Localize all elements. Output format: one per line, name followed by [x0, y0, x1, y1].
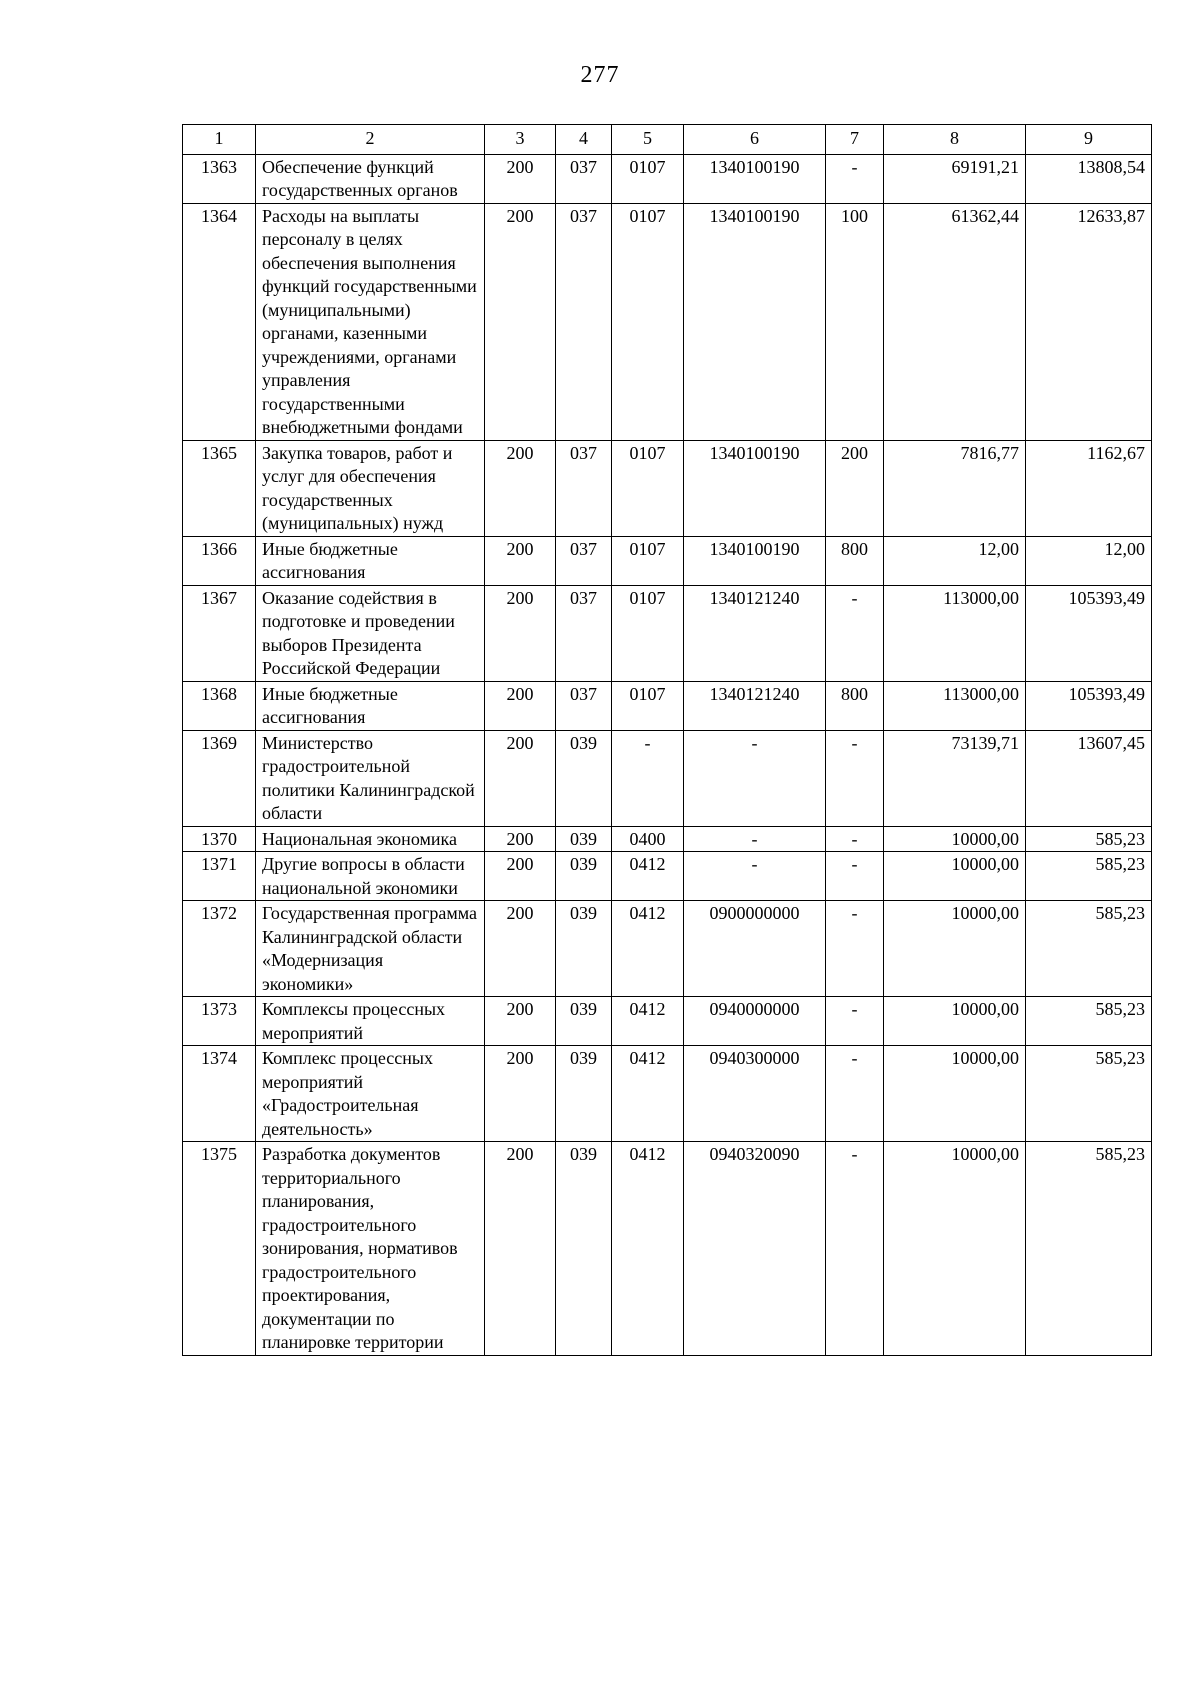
expense-type-cell: - [826, 585, 884, 681]
expense-type-cell: 100 [826, 203, 884, 440]
amount-cell: 1162,67 [1026, 440, 1152, 536]
expense-type-cell: 200 [826, 440, 884, 536]
section-code-cell: 0412 [612, 852, 684, 901]
amount-cell: 10000,00 [884, 852, 1026, 901]
code-cell: 039 [556, 826, 612, 852]
expense-type-cell: - [826, 730, 884, 826]
column-header: 3 [485, 125, 556, 155]
amount-cell: 585,23 [1026, 852, 1152, 901]
table-body [183, 154, 1152, 1355]
amount-cell: 73139,71 [884, 730, 1026, 826]
code-cell: 037 [556, 536, 612, 585]
column-header: 8 [884, 125, 1026, 155]
amount-cell: 585,23 [1026, 901, 1152, 997]
amount-cell: 10000,00 [884, 997, 1026, 1046]
budget-table [182, 124, 1152, 1356]
code-cell: 039 [556, 901, 612, 997]
table-row [183, 1142, 1152, 1356]
target-item-cell: 0940320090 [684, 1142, 826, 1356]
code-cell: 200 [485, 536, 556, 585]
code-cell: 200 [485, 1142, 556, 1356]
amount-cell: 69191,21 [884, 154, 1026, 203]
item-name-cell: Государственная программа Калининградской области «Модернизация экономики» [256, 901, 485, 997]
amount-cell: 10000,00 [884, 826, 1026, 852]
section-code-cell: 0412 [612, 997, 684, 1046]
expense-type-cell: - [826, 826, 884, 852]
section-code-cell: 0412 [612, 1142, 684, 1356]
target-item-cell: 1340121240 [684, 681, 826, 730]
code-cell: 037 [556, 203, 612, 440]
amount-cell: 113000,00 [884, 681, 1026, 730]
item-name-cell: Оказание содействия в подготовке и проведении выборов Президента Российской Федерации [256, 585, 485, 681]
table-row [183, 1046, 1152, 1142]
table-header-row [183, 125, 1152, 155]
expense-type-cell: - [826, 852, 884, 901]
code-cell: 037 [556, 681, 612, 730]
item-name-cell: Расходы на выплаты персоналу в целях обеспечения выполнения функций государственными (муниципальными) органами, казенными учреждениями, органами управления государственными внебюджетными фондами [256, 203, 485, 440]
row-number-cell: 1372 [183, 901, 256, 997]
column-header: 1 [183, 125, 256, 155]
section-code-cell: 0107 [612, 154, 684, 203]
code-cell: 200 [485, 997, 556, 1046]
section-code-cell: 0400 [612, 826, 684, 852]
amount-cell: 12,00 [1026, 536, 1152, 585]
code-cell: 039 [556, 852, 612, 901]
target-item-cell: 0940300000 [684, 1046, 826, 1142]
row-number-cell: 1364 [183, 203, 256, 440]
item-name-cell: Национальная экономика [256, 826, 485, 852]
target-item-cell: 0940000000 [684, 997, 826, 1046]
item-name-cell: Закупка товаров, работ и услуг для обеспечения государственных (муниципальных) нужд [256, 440, 485, 536]
code-cell: 200 [485, 585, 556, 681]
section-code-cell: - [612, 730, 684, 826]
row-number-cell: 1374 [183, 1046, 256, 1142]
table-row [183, 826, 1152, 852]
expense-type-cell: 800 [826, 681, 884, 730]
item-name-cell: Министерство градостроительной политики Калининградской области [256, 730, 485, 826]
table-row [183, 536, 1152, 585]
table-row [183, 852, 1152, 901]
row-number-cell: 1371 [183, 852, 256, 901]
code-cell: 039 [556, 1142, 612, 1356]
target-item-cell: 1340100190 [684, 536, 826, 585]
amount-cell: 61362,44 [884, 203, 1026, 440]
code-cell: 200 [485, 681, 556, 730]
column-header: 2 [256, 125, 485, 155]
amount-cell: 113000,00 [884, 585, 1026, 681]
amount-cell: 105393,49 [1026, 585, 1152, 681]
row-number-cell: 1366 [183, 536, 256, 585]
code-cell: 200 [485, 203, 556, 440]
code-cell: 200 [485, 440, 556, 536]
amount-cell: 10000,00 [884, 1046, 1026, 1142]
item-name-cell: Обеспечение функций государственных органов [256, 154, 485, 203]
code-cell: 200 [485, 1046, 556, 1142]
expense-type-cell: - [826, 901, 884, 997]
table-row [183, 585, 1152, 681]
column-header: 7 [826, 125, 884, 155]
section-code-cell: 0412 [612, 1046, 684, 1142]
page-number: 277 [580, 62, 620, 88]
row-number-cell: 1375 [183, 1142, 256, 1356]
target-item-cell: 1340100190 [684, 154, 826, 203]
section-code-cell: 0107 [612, 536, 684, 585]
code-cell: 200 [485, 852, 556, 901]
row-number-cell: 1368 [183, 681, 256, 730]
target-item-cell: - [684, 730, 826, 826]
target-item-cell: 1340100190 [684, 440, 826, 536]
expense-type-cell: 800 [826, 536, 884, 585]
amount-cell: 13607,45 [1026, 730, 1152, 826]
expense-type-cell: - [826, 1046, 884, 1142]
table-row [183, 997, 1152, 1046]
amount-cell: 105393,49 [1026, 681, 1152, 730]
code-cell: 039 [556, 730, 612, 826]
column-header: 4 [556, 125, 612, 155]
row-number-cell: 1363 [183, 154, 256, 203]
amount-cell: 585,23 [1026, 1142, 1152, 1356]
column-header: 6 [684, 125, 826, 155]
table-row [183, 154, 1152, 203]
amount-cell: 585,23 [1026, 1046, 1152, 1142]
amount-cell: 7816,77 [884, 440, 1026, 536]
table-row [183, 203, 1152, 440]
target-item-cell: - [684, 852, 826, 901]
item-name-cell: Разработка документов территориального планирования, градостроительного зонирования, нормативов градостроительного проектирования, документации по планировке территории [256, 1142, 485, 1356]
section-code-cell: 0107 [612, 440, 684, 536]
code-cell: 037 [556, 154, 612, 203]
target-item-cell: 1340100190 [684, 203, 826, 440]
target-item-cell: 0900000000 [684, 901, 826, 997]
section-code-cell: 0107 [612, 203, 684, 440]
amount-cell: 585,23 [1026, 826, 1152, 852]
item-name-cell: Другие вопросы в области национальной экономики [256, 852, 485, 901]
code-cell: 200 [485, 826, 556, 852]
item-name-cell: Комплексы процессных мероприятий [256, 997, 485, 1046]
table-row [183, 681, 1152, 730]
amount-cell: 10000,00 [884, 901, 1026, 997]
section-code-cell: 0107 [612, 585, 684, 681]
table-row [183, 440, 1152, 536]
item-name-cell: Иные бюджетные ассигнования [256, 536, 485, 585]
code-cell: 039 [556, 997, 612, 1046]
expense-type-cell: - [826, 1142, 884, 1356]
expense-type-cell: - [826, 154, 884, 203]
row-number-cell: 1370 [183, 826, 256, 852]
expense-type-cell: - [826, 997, 884, 1046]
row-number-cell: 1365 [183, 440, 256, 536]
column-header: 9 [1026, 125, 1152, 155]
amount-cell: 10000,00 [884, 1142, 1026, 1356]
amount-cell: 585,23 [1026, 997, 1152, 1046]
code-cell: 200 [485, 901, 556, 997]
item-name-cell: Комплекс процессных мероприятий «Градостроительная деятельность» [256, 1046, 485, 1142]
row-number-cell: 1373 [183, 997, 256, 1046]
item-name-cell: Иные бюджетные ассигнования [256, 681, 485, 730]
code-cell: 039 [556, 1046, 612, 1142]
section-code-cell: 0412 [612, 901, 684, 997]
table-row [183, 730, 1152, 826]
table-row [183, 901, 1152, 997]
row-number-cell: 1367 [183, 585, 256, 681]
row-number-cell: 1369 [183, 730, 256, 826]
target-item-cell: - [684, 826, 826, 852]
column-header: 5 [612, 125, 684, 155]
target-item-cell: 1340121240 [684, 585, 826, 681]
amount-cell: 12,00 [884, 536, 1026, 585]
code-cell: 037 [556, 440, 612, 536]
code-cell: 200 [485, 730, 556, 826]
amount-cell: 13808,54 [1026, 154, 1152, 203]
section-code-cell: 0107 [612, 681, 684, 730]
code-cell: 037 [556, 585, 612, 681]
code-cell: 200 [485, 154, 556, 203]
amount-cell: 12633,87 [1026, 203, 1152, 440]
